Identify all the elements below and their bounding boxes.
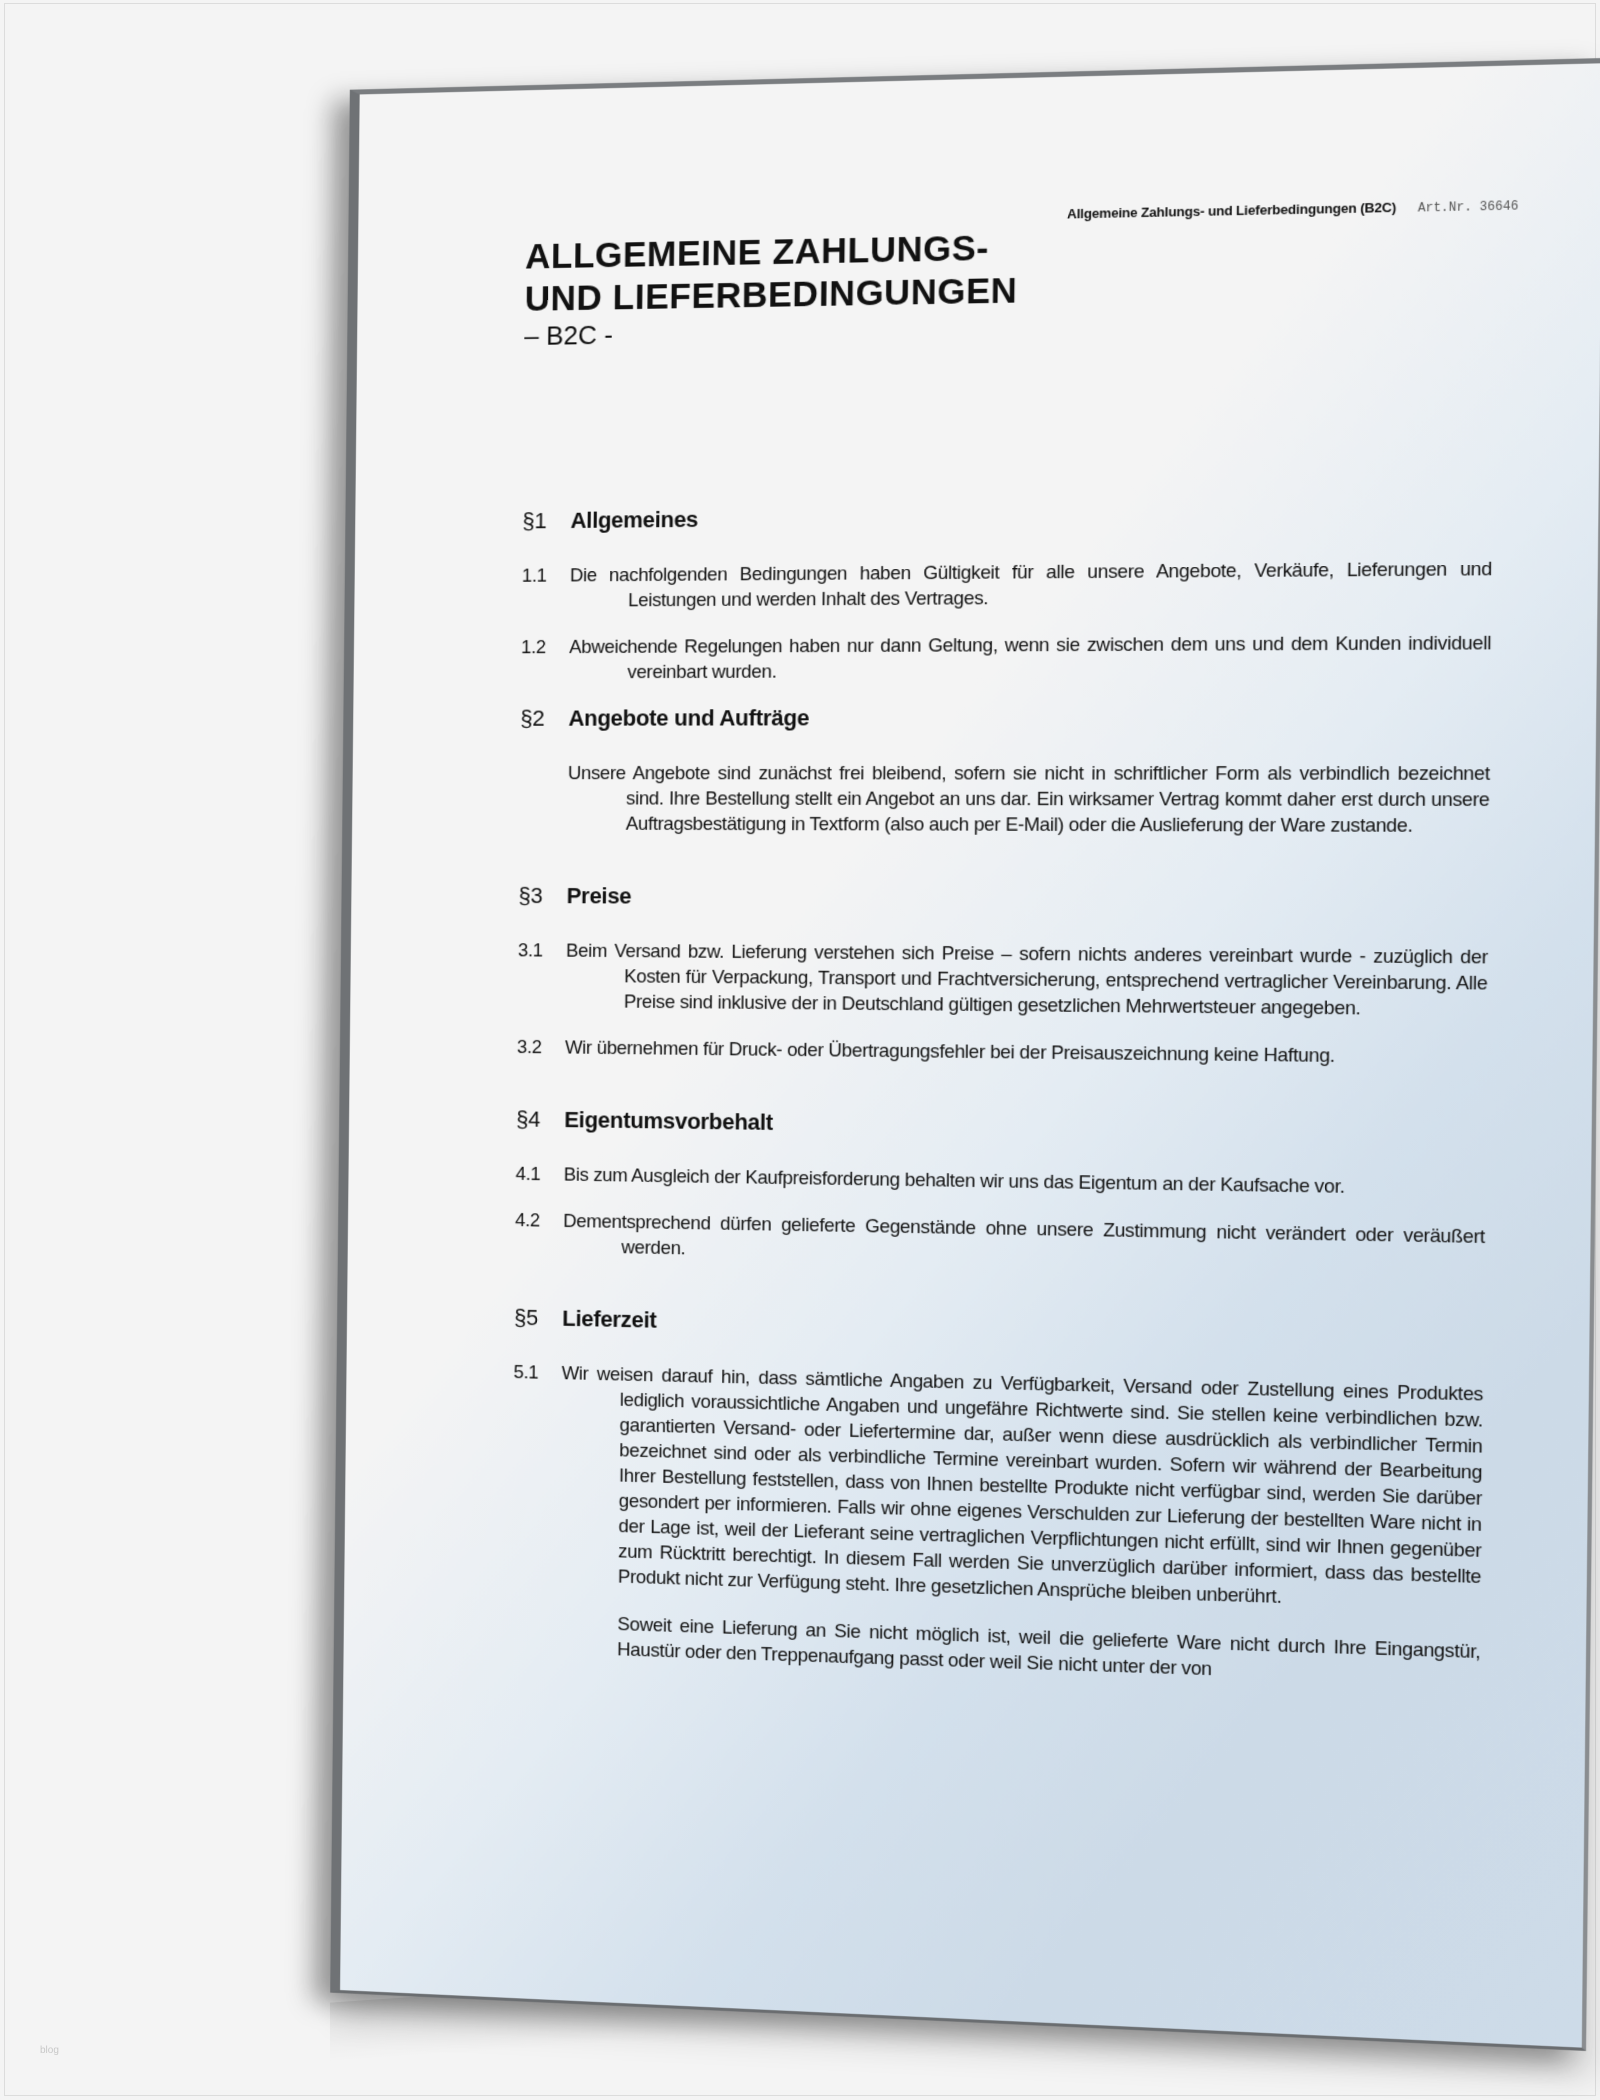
clause-text: Beim Versand bzw. Lieferung verstehen sich Preise – sofern nichts anderes vereinbart wurde - zuzüglich der Kosten für Verpackung, Transport und Frachtversicherung, entsprechend vertraglicher Vereinbarung. Alle Preise sind inklusive der in Deutschland gültigen gesetzlichen Mehrwertsteuer angegeben.	[565, 939, 1488, 1019]
subtitle: – B2C -	[524, 319, 614, 352]
clause-text: Bis zum Ausgleich der Kaufpreisforderung behalten wir uns das Eigentum an der Kaufsache vor.	[563, 1163, 1345, 1197]
section-4	[515, 1106, 1486, 1275]
document-stage	[340, 90, 1555, 1993]
clause-number: 1.2	[520, 636, 546, 658]
page-content	[513, 66, 1519, 1680]
clause-text: Wir übernehmen für Druck- oder Übertragungsfehler bei der Preisauszeichnung keine Haftung.	[564, 1036, 1335, 1067]
clause-number: 4.1	[515, 1162, 541, 1185]
section-heading	[522, 499, 1492, 534]
clause	[519, 760, 1490, 838]
clause-text: Abweichende Regelungen haben nur dann Geltung, wenn sie zwischen dem uns und dem Kunden individuell vereinbart wurden.	[569, 631, 1492, 683]
clause-number: 4.2	[515, 1208, 540, 1231]
clause	[515, 1161, 1485, 1202]
clause-number: 1.1	[521, 564, 547, 586]
header-title: Allgemeine Zahlungs- und Lieferbedingungen (B2C)	[1066, 199, 1397, 222]
clause	[521, 555, 1492, 613]
clause-text: Unsere Angebote sind zunächst frei bleibend, sofern sie nicht in schriftlicher Form als verbindlich bezeichnet sind. Ihre Bestellung stellt ein Angebot an uns dar. Ein wirksamer Vertrag kommt daher erst durch unsere Auftragsbestätigung in Textform (also auch per E-Mail) oder die Auslieferung der Ware zustande.	[567, 761, 1490, 836]
section-heading	[520, 704, 1490, 732]
title-block	[524, 227, 1018, 351]
section-title: Preise	[566, 883, 632, 909]
section-title: Eigentumsvorbehalt	[564, 1106, 774, 1136]
article-number: Art.Nr. 36646	[1417, 199, 1519, 216]
clause-number: 3.1	[517, 939, 543, 961]
running-header	[1067, 196, 1519, 224]
section-1	[521, 499, 1493, 684]
section-title: Angebote und Aufträge	[568, 705, 810, 731]
section-number: §2	[520, 705, 545, 731]
section-2	[519, 704, 1490, 839]
section-title: Lieferzeit	[562, 1305, 657, 1333]
document-page	[330, 58, 1600, 2051]
section-title: Allgemeines	[570, 506, 699, 534]
section-5	[511, 1305, 1484, 1691]
section-heading	[518, 883, 1488, 915]
clause	[517, 937, 1488, 1022]
watermark: blog	[40, 2045, 59, 2056]
section-number: §1	[522, 508, 547, 534]
document-body	[510, 499, 1492, 1712]
clause	[521, 630, 1492, 685]
title-line-1: ALLGEMEINE ZAHLUNGS-	[524, 228, 990, 277]
clause-number: 3.2	[516, 1035, 542, 1058]
section-number: §5	[513, 1304, 539, 1331]
clause	[511, 1359, 1484, 1690]
title-line-2: UND LIEFERBEDINGUNGEN	[524, 270, 1018, 319]
section-number: §3	[518, 882, 543, 909]
clause	[515, 1207, 1485, 1275]
section-number: §4	[516, 1106, 541, 1132]
clause-number: 5.1	[513, 1360, 539, 1383]
clause-text: Wir weisen darauf hin, dass sämtliche Angaben zu Verfügbarkeit, Versand oder Zustellung eines Produktes lediglich voraussichtliche Angaben und ungefähre Richtwerte sind. Sie stellen keine verbindlichen bzw. garantierten Versand- oder Liefertermine dar, außer wenn diese ausdrücklich als verbindlicher Termin bezeichnet sind oder als verbindliche Termine vereinbart wurden. Sofern wir während der Bearbeitung Ihrer Bestellung feststellen, dass von Ihnen bestellte Produkte nicht verfügbar sind, werden Sie darüber gesondert per informieren. Falls wir ohne eigenes Verschulden zur Lieferung der bestellten Ware nicht in der Lage ist, weil der Lieferant seine vertraglichen Verpflichtungen nicht erfüllt, sind wir Ihnen gegenüber zum Rücktritt berechtigt. In diesem Fall werden Sie unverzüglich darüber informiert, dass das bestellte Produkt nicht zur Verfügung steht. Ihre gesetzlichen Ansprüche bleiben unberührt.	[561, 1362, 1484, 1608]
clause-text: Die nachfolgenden Bedingungen haben Gültigkeit für alle unsere Angebote, Verkäufe, Lieferungen und Leistungen und werden Inhalt des Vertrages.	[569, 557, 1493, 611]
clause	[517, 1034, 1487, 1070]
clause-continuation: Soweit eine Lieferung an Sie nicht möglich ist, weil die gelieferte Ware nicht durch Ihre Eingangstür, Haustür oder den Treppenaufgang passt oder weil Sie nicht unter der von	[617, 1612, 1481, 1680]
section-3	[517, 883, 1489, 1070]
clause-text: Dementsprechend dürfen gelieferte Gegenstände ohne unsere Zustimmung nicht verändert oder veräußert werden.	[563, 1209, 1485, 1259]
